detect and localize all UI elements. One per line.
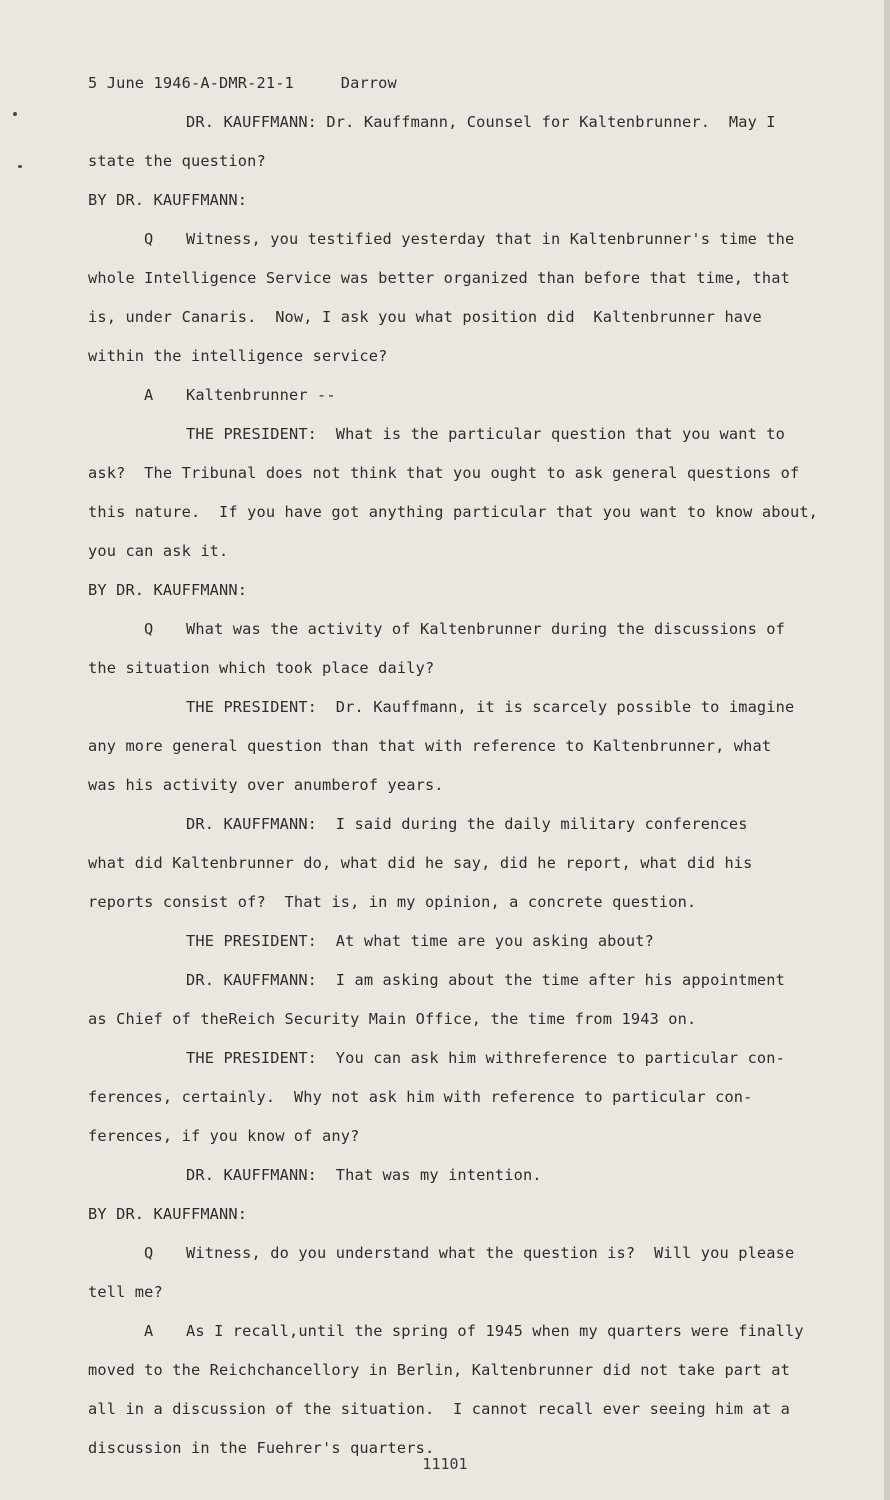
transcript-line (88, 653, 848, 692)
line-text: is, under Canaris. Now, I ask you what position did Kaltenbrunner have (88, 308, 762, 326)
line-text: discussion in the Fuehrer's quarters. (88, 1439, 435, 1457)
reporter-name: Darrow (340, 74, 397, 92)
answer-marker: A (144, 386, 154, 404)
line-text: What was the activity of Kaltenbrunner during the discussions of (186, 620, 786, 638)
line-text: moved to the Reichchancellory in Berlin, Kaltenbrunner did not take part at (88, 1361, 790, 1379)
line-text: was his activity over anumberof years. (88, 776, 444, 794)
transcript-line (88, 1121, 848, 1160)
transcript-line (88, 458, 848, 497)
line-text: you can ask it. (88, 542, 229, 560)
question-marker: Q (144, 620, 154, 638)
line-text: THE PRESIDENT: Dr. Kauffmann, it is scarcely possible to imagine (186, 698, 795, 716)
line-text: BY DR. KAUFFMANN: (88, 191, 248, 209)
question-marker: Q (144, 1244, 154, 1262)
line-text: ferences, if you know of any? (88, 1127, 360, 1145)
transcript-line (88, 614, 848, 653)
line-text: THE PRESIDENT: You can ask him withreference to particular con- (186, 1049, 786, 1067)
question-marker: Q (144, 230, 154, 248)
line-text: any more general question than that with reference to Kaltenbrunner, what (88, 737, 772, 755)
line-text: whole Intelligence Service was better organized than before that time, that (88, 269, 790, 287)
transcript-line (88, 146, 848, 185)
header-line (88, 68, 848, 107)
transcript-line (88, 185, 848, 224)
line-text: all in a discussion of the situation. I cannot recall ever seeing him at a (88, 1400, 790, 1418)
transcript-line (88, 497, 848, 536)
transcript-line (88, 692, 848, 731)
transcript-body (88, 107, 848, 1472)
line-text: Kaltenbrunner -- (186, 386, 336, 404)
transcript-text (88, 68, 848, 1472)
transcript-line (88, 575, 848, 614)
line-text: Witness, you testified yesterday that in Kaltenbrunner's time the (186, 230, 795, 248)
transcript-line (88, 224, 848, 263)
line-text: ferences, certainly. Why not ask him with reference to particular con- (88, 1088, 753, 1106)
line-text: DR. KAUFFMANN: Dr. Kauffmann, Counsel for Kaltenbrunner. May I (186, 113, 776, 131)
transcript-line (88, 1316, 848, 1355)
line-text: tell me? (88, 1283, 163, 1301)
transcript-line (88, 809, 848, 848)
transcript-line (88, 1043, 848, 1082)
line-text: DR. KAUFFMANN: I am asking about the time after his appointment (186, 971, 786, 989)
transcript-line (88, 1355, 848, 1394)
transcript-line (88, 731, 848, 770)
line-text: this nature. If you have got anything particular that you want to know about, (88, 503, 819, 521)
transcript-line (88, 380, 848, 419)
line-text: what did Kaltenbrunner do, what did he say, did he report, what did his (88, 854, 753, 872)
date-line: 5 June 1946-A-DMR-21-1 (88, 74, 294, 92)
transcript-line (88, 926, 848, 965)
line-text: As I recall,until the spring of 1945 when my quarters were finally (186, 1322, 804, 1340)
page-number: 11101 (422, 1455, 468, 1473)
transcript-line (88, 1160, 848, 1199)
line-text: THE PRESIDENT: What is the particular question that you want to (186, 425, 786, 443)
line-text: state the question? (88, 152, 266, 170)
line-text: THE PRESIDENT: At what time are you asking about? (186, 932, 654, 950)
transcript-line (88, 965, 848, 1004)
transcript-line (88, 1082, 848, 1121)
line-text: BY DR. KAUFFMANN: (88, 581, 248, 599)
line-text: DR. KAUFFMANN: I said during the daily military conferences (186, 815, 748, 833)
transcript-line (88, 107, 848, 146)
line-text: DR. KAUFFMANN: That was my intention. (186, 1166, 542, 1184)
transcript-line (88, 848, 848, 887)
transcript-line (88, 1277, 848, 1316)
line-text: ask? The Tribunal does not think that you ought to ask general questions of (88, 464, 800, 482)
transcript-line (88, 341, 848, 380)
line-text: the situation which took place daily? (88, 659, 435, 677)
line-text: as Chief of theReich Security Main Office, the time from 1943 on. (88, 1010, 697, 1028)
transcript-line (88, 419, 848, 458)
transcript-line (88, 302, 848, 341)
transcript-line (88, 1394, 848, 1433)
transcript-line (88, 536, 848, 575)
line-text: BY DR. KAUFFMANN: (88, 1205, 248, 1223)
margin-speck (13, 112, 17, 116)
transcript-line (88, 1238, 848, 1277)
line-text: within the intelligence service? (88, 347, 388, 365)
line-text: reports consist of? That is, in my opinion, a concrete question. (88, 893, 697, 911)
transcript-line (88, 887, 848, 926)
transcript-line (88, 770, 848, 809)
transcript-line (88, 1004, 848, 1043)
margin-speck (18, 165, 22, 168)
transcript-line (88, 263, 848, 302)
transcript-line (88, 1199, 848, 1238)
line-text: Witness, do you understand what the question is? Will you please (186, 1244, 795, 1262)
answer-marker: A (144, 1322, 154, 1340)
